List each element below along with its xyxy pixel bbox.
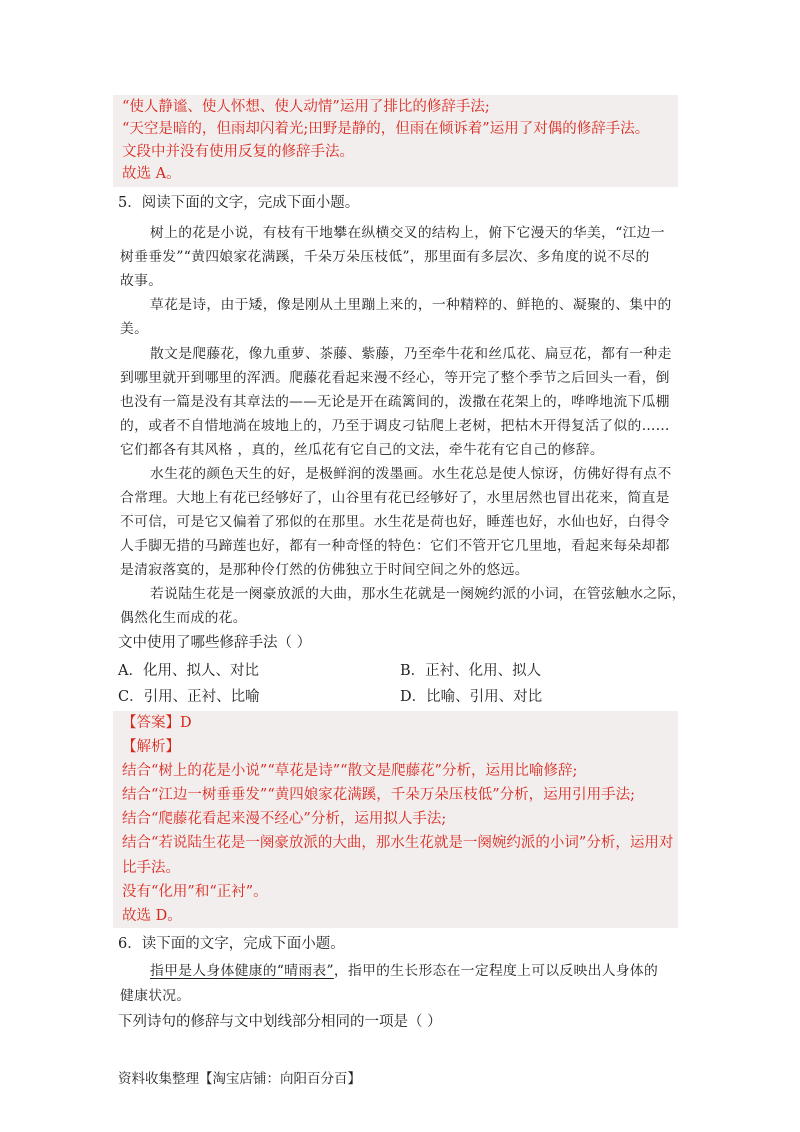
- analysis-line: 没有“化用”和“正衬”。: [122, 884, 268, 900]
- q6-passage-line: 健康状况。: [120, 988, 191, 1004]
- option-d[interactable]: D．比喻、引用、对比: [400, 689, 543, 705]
- passage-line: 人手脚无措的马蹄莲也好，都有一种奇怪的特色：它们不管开它几里地，看起来每朵却都: [120, 538, 670, 554]
- q5-heading: 5．阅读下面的文字，完成下面小题。: [118, 195, 360, 211]
- analysis-line: 结合“若说陆生花是一阕豪放派的大曲，那水生花就是一阕婉约派的小词”分析，运用对: [122, 835, 674, 851]
- passage-line: 若说陆生花是一阕豪放派的大曲，那水生花就是一阕婉约派的小词，在管弦触水之际，: [150, 586, 686, 602]
- passage-line: 合常理。大地上有花已经够好了，山谷里有花已经够好了，水里居然也冒出花来，简直是: [120, 490, 670, 506]
- passage-line: 树上的花是小说，有枝有干地攀在纵横交叉的结构上，俯下它漫天的华美，“江边一: [150, 225, 665, 241]
- passage-line: 树垂垂发”“黄四娘家花满蹊，千朵万朵压枝低”，那里面有多层次、多角度的说不尽的: [120, 249, 650, 265]
- analysis-line: 故选 D。: [122, 908, 182, 924]
- passage-line: 美。: [120, 321, 149, 337]
- passage-line: 草花是诗，由于矮，像是刚从土里蹦上来的，一种精粹的、鲜艳的、凝聚的、集中的: [150, 297, 672, 313]
- q4-answer-line: “天空是暗的，但雨却闪着光;田野是静的，但雨在倾诉着”运用了对偶的修辞手法。: [122, 121, 650, 137]
- q4-answer-line: 故选 A。: [122, 166, 181, 182]
- option-c[interactable]: C．引用、正衬、比喻: [118, 689, 260, 705]
- q5-question: 文中使用了哪些修辞手法（ ）: [118, 635, 312, 651]
- passage-line: 的，或者不自惜地淌在坡地上的，乃至于调皮刁钻爬上老树，把枯木开得复活了似的……: [120, 418, 670, 434]
- passage-line: 散文是爬藤花，像九重萝、茶藤、紫藤，乃至牵牛花和丝瓜花、扁豆花，都有一种走: [150, 346, 672, 362]
- q4-answer-line: “使人静谧、使人怀想、使人动情”运用了排比的修辞手法;: [122, 99, 490, 115]
- underlined-sentence: 指甲是人身体健康的“晴雨表”: [150, 963, 334, 979]
- q6-heading: 6．读下面的文字，完成下面小题。: [118, 936, 345, 952]
- analysis-line: 比手法。: [122, 860, 180, 876]
- passage-line: 是清寂落寞的，是那种伶仃然的仿佛独立于时间空间之外的悠远。: [120, 562, 529, 578]
- analysis-line: 结合“江边一树垂垂发”“黄四娘家花满蹊，千朵万朵压枝低”分析，运用引用手法;: [122, 787, 636, 803]
- q6-passage-line: [150, 960, 658, 982]
- passage-line: 也没有一篇是没有其章法的——无论是开在疏篱间的，泼撒在花架上的，哗哗地流下瓜棚: [120, 394, 670, 410]
- passage-line: 到哪里就开到哪里的浑洒。爬藤花看起来漫不经心，等开完了整个季节之后回头一看，倒: [120, 370, 670, 386]
- option-a[interactable]: A．化用、拟人、对比: [118, 663, 259, 679]
- passage-line: 水生花的颜色天生的好，是极鲜润的泼墨画。水生花总是使人惊讶，仿佛好得有点不: [150, 466, 672, 482]
- passage-line: 不可信，可是它又偏着了邪似的在那里。水生花是荷也好，睡莲也好，水仙也好，白得令: [120, 514, 670, 530]
- analysis-line: 结合“树上的花是小说”“草花是诗”“散文是爬藤花”分析，运用比喻修辞;: [122, 763, 578, 779]
- passage-line: 故事。: [120, 273, 163, 289]
- passage-line: 偶然化生而成的花。: [120, 610, 247, 626]
- analysis-line: 结合“爬藤花看起来漫不经心”分析，运用拟人手法;: [122, 811, 447, 827]
- q4-answer-line: 文段中并没有使用反复的修辞手法。: [122, 144, 354, 160]
- footer-note: 资料收集整理【淘宝店铺：向阳百分百】: [118, 1071, 361, 1087]
- analysis-label: 【解析】: [122, 739, 180, 755]
- option-b[interactable]: B．正衬、化用、拟人: [400, 663, 542, 679]
- answer-label: 【答案】D: [122, 715, 192, 731]
- passage-line: 它们都各有其风格 ，真的，丝瓜花有它自己的文法，牵牛花有它自己的修辞。: [120, 442, 604, 458]
- passage-rest: ，指甲的生长形态在一定程度上可以反映出人身体的: [333, 963, 659, 979]
- q6-question: 下列诗句的修辞与文中划线部分相同的一项是（ ）: [118, 1014, 442, 1030]
